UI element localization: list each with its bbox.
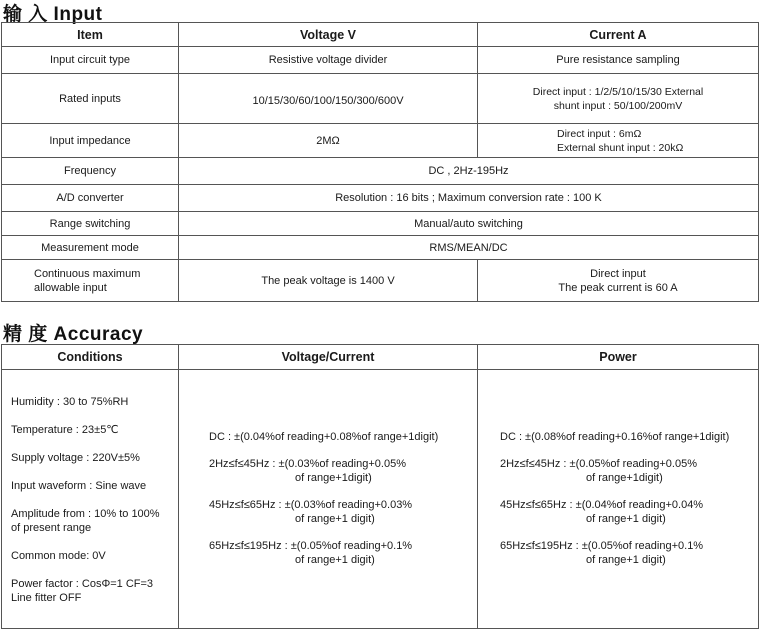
header-conditions: Conditions: [2, 345, 179, 370]
cell-current: [478, 74, 759, 124]
cell-merged: DC , 2Hz-195Hz: [179, 158, 759, 185]
cell-line: 45Hz≤f≤65Hz : ±(0.04%of reading+0.04%: [500, 499, 704, 511]
conditions-cell: [2, 370, 179, 629]
cell-voltage: 2MΩ: [179, 124, 478, 158]
cell-merged: RMS/MEAN/DC: [179, 236, 759, 260]
cell-line: Direct input : 6mΩ: [557, 127, 642, 140]
cell-line: Direct input : 1/2/5/10/15/30 External: [532, 85, 704, 98]
accuracy-spec-table: [1, 344, 759, 629]
cell-line: 45Hz≤f≤65Hz : ±(0.03%of reading+0.03%: [209, 499, 413, 511]
cell-line: 2Hz≤f≤45Hz : ±(0.03%of reading+0.05%: [209, 458, 406, 470]
table-row: [2, 236, 759, 260]
power-band-3: [500, 539, 758, 567]
header-voltage: Voltage V: [179, 23, 478, 47]
cell-line: of range+1 digit): [295, 513, 375, 525]
cell-line: Line fitter OFF: [11, 592, 82, 604]
cell-line: The peak current is 60 A: [558, 281, 678, 294]
row-label: Rated inputs: [2, 74, 179, 124]
vc-dc: DC : ±(0.04%of reading+0.08%of range+1digit): [209, 431, 439, 443]
row-label: Input circuit type: [2, 47, 179, 74]
cell-merged: Manual/auto switching: [179, 212, 759, 236]
row-label: Measurement mode: [2, 236, 179, 260]
power-cell: [478, 370, 759, 629]
cell-line: of range+1 digit): [586, 554, 666, 566]
condition-amplitude: [11, 507, 178, 535]
accuracy-section-title: 精 度 Accuracy: [3, 324, 144, 345]
condition-waveform: Input waveform : Sine wave: [11, 480, 147, 492]
cell-line: Power factor : CosΦ=1 CF=3: [11, 578, 154, 590]
cell-voltage: 10/15/30/60/100/150/300/600V: [179, 74, 478, 124]
table-header-row: [2, 23, 759, 47]
table-row: [2, 212, 759, 236]
header-voltage-current: Voltage/Current: [179, 345, 478, 370]
condition-supply: Supply voltage : 220V±5%: [11, 452, 140, 464]
input-spec-table: [1, 22, 759, 302]
cell-line: of range+1digit): [295, 472, 372, 484]
cell-line: Amplitude from : 10% to 100%: [11, 508, 160, 520]
row-label: Range switching: [2, 212, 179, 236]
cell-line: 65Hz≤f≤195Hz : ±(0.05%of reading+0.1%: [209, 540, 413, 552]
cell-line: allowable input: [34, 281, 107, 294]
header-power: Power: [478, 345, 759, 370]
table-row: [2, 185, 759, 212]
cell-line: Direct input: [590, 267, 646, 280]
cell-current: [478, 124, 759, 158]
table-row: [2, 47, 759, 74]
cell-current: [478, 260, 759, 302]
table-header-row: [2, 345, 759, 370]
cell-merged: Resolution : 16 bits ; Maximum conversion rate : 100 K: [179, 185, 759, 212]
row-label: A/D converter: [2, 185, 179, 212]
cell-line: Continuous maximum: [34, 267, 141, 280]
power-band-1: [500, 457, 758, 485]
cell-voltage: The peak voltage is 1400 V: [179, 260, 478, 302]
table-row: [2, 158, 759, 185]
cell-line: External shunt input : 20kΩ: [557, 141, 684, 154]
cell-line: 65Hz≤f≤195Hz : ±(0.05%of reading+0.1%: [500, 540, 704, 552]
condition-temperature: Temperature : 23±5℃: [11, 424, 119, 436]
condition-humidity: Humidity : 30 to 75%RH: [11, 396, 129, 408]
header-item: Item: [2, 23, 179, 47]
header-current: Current A: [478, 23, 759, 47]
table-row: [2, 74, 759, 124]
voltage-current-cell: [179, 370, 478, 629]
condition-common-mode: Common mode: 0V: [11, 550, 106, 562]
cell-line: of range+1digit): [586, 472, 663, 484]
row-label: Frequency: [2, 158, 179, 185]
vc-band-1: [209, 457, 477, 485]
power-dc: DC : ±(0.08%of reading+0.16%of range+1digit): [500, 431, 730, 443]
vc-band-2: [209, 498, 477, 526]
input-section-title: 输 入 Input: [3, 4, 103, 25]
table-row: [2, 260, 759, 302]
table-row: [2, 124, 759, 158]
vc-band-3: [209, 539, 477, 567]
condition-power-factor: [11, 577, 178, 605]
cell-current: Pure resistance sampling: [478, 47, 759, 74]
cell-line: 2Hz≤f≤45Hz : ±(0.05%of reading+0.05%: [500, 458, 697, 470]
cell-line: of range+1 digit): [295, 554, 375, 566]
table-row: [2, 370, 759, 629]
power-band-2: [500, 498, 758, 526]
cell-line: of range+1 digit): [586, 513, 666, 525]
cell-line: of present range: [11, 522, 92, 534]
cell-line: shunt input : 50/100/200mV: [553, 99, 683, 112]
row-label: [2, 260, 179, 302]
row-label: Input impedance: [2, 124, 179, 158]
cell-voltage: Resistive voltage divider: [179, 47, 478, 74]
